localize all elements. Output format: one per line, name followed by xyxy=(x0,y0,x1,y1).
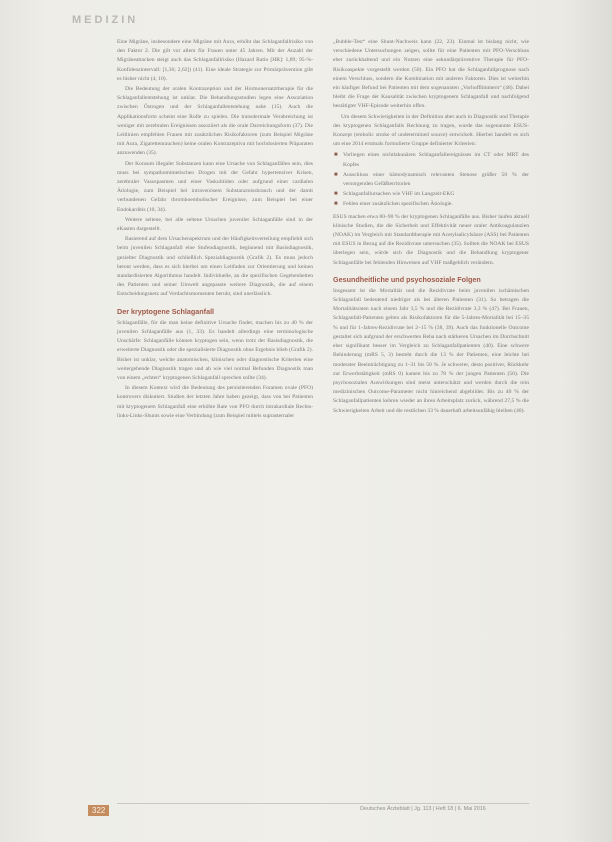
paragraph: Eine Migräne, insbesondere eine Migräne mit Aura, erhöht das Schlaganfallrisiko von den Faktor 2. Die gilt vor allem für Frauen unter 45 Jahren. Mit der Anzahl der Migräneattacken steigt auch das Schlaganfallrisiko (Hazard Ratio [HR]: 1,89; 95-%-Konfidenzintervall: [1,36; 2,62]) (41). Eine ideale Strategie zur Primärprävention gibt es bisher nicht (4, 10). xyxy=(117,39,313,82)
section-heading: Gesundheitliche und psychosoziale Folgen xyxy=(333,274,481,284)
list-item: ■ Ausschluss einer hämodynamisch relevanten Stenose größer 50 % der versorgenden Gefäßterritorien xyxy=(334,171,529,188)
paragraph: „Bubble-Test“ eine Shunt-Nachweis kann (22, 23). Einmal ist bislang nicht, wie verschiedene Untersuchungen zeigen, sollte für eine Patienten mit PFO-Verschluss eher zurückhaltend und ein Nutzen eine sekundärpräventive Therapie für PFO-Risikoaspekte vorgestellt werden (50). Ein PFO hat die Schlaganfallprognose nach einem Verschluss, sondern die Kombination mit anderen Faktoren. Dies ist weiterhin ein häufiger Befund bei Patienten mit dem sogenannten „Vorhofflimmern“ (48). Dabei bleibt die Frage der Kausalität zwischen kryptogenem Schlaganfall und nachfolgend bestätigter VHF-Episode weiterhin offen. xyxy=(333,39,529,110)
section-header: MEDIZIN xyxy=(72,14,139,26)
criteria-list xyxy=(333,151,529,209)
bullet-icon: ■ xyxy=(334,201,338,208)
page-number: 322 xyxy=(88,805,109,816)
bullet-icon: ■ xyxy=(334,171,338,178)
left-column xyxy=(117,38,313,422)
paragraph: Die Bedeutung der oralen Kontrazeption und der Hormonersatztherapie für die Schlaganfallentstehung ist unklar. Die Behandlungsstudien legen eine Assoziation zwischen Östrogen und der Schlaganfallentstehung nahe (15). Auch die Applikationsform scheint eine Rolle zu spielen. Die transdermale Verabreichung ist weniger mit zerebralen Ereignissen assoziiert als die orale Darreichungsform (37). Die Leitlinien empfehlen Frauen mit zusätzlichen Risikofaktoren (zum Beispiel Migräne mit Aura, Zigarettenrauchen) keine oralen Kontrazeptiva mit hochdosierten Präparaten anzuwenden (35). xyxy=(117,86,313,157)
list-item: ■ Fehlen einer zusätzlichen spezifischen Ätiologie. xyxy=(333,200,529,209)
paragraph: Schlaganfälle, für die man keine definitive Ursache findet, machen bis zu 40 % der juvenilen Schlaganfälle aus (1, 33). Es handelt allerdings eine terminologische Unschärfe: Schlaganfälle können kryptogen sein, wenn trotz der Basisdiagnostik, die erweiterte Diagnostik oder die spezialisierte Diagnostik ohne Ergebnis blieb (Grafik 2). Bisher ist unklar, welche anatomischen, klinischen oder diagnostische Kriterien eine weitergehende Diagnostik tragen und ab wie viel normal Befunden Diagnostik man von einem „echten“ kryptogenen Schlaganfall sprechen sollte (34). xyxy=(117,319,313,381)
section-heading: Der kryptogene Schlaganfall xyxy=(117,306,215,316)
paragraph: Der Konsum illegaler Substanzen kann eine Ursache von Schlaganfällen sein, dies muss bei sympathomimetischen Drogen mit der Gefahr hypertensiver Krisen, zerebraler Vasospasmen und einer Vaskulitiden oder aufgrund einer cardialen Ätiologie, zum Beispiel bei intravenösem Substanzmissbrauch und der damit verbundenen Gefahr thromboembolischer Ereignisse, zum Beispiel bei einer Endokarditis (10, 34). xyxy=(117,160,313,213)
paragraph: In diesem Kontext wird die Bedeutung des persistierenden Foramen ovale (PFO) kontrovers diskutiert. Studien der letzten Jahre haben gezeigt, dass von bei Patienten mit kryptogenem Schlaganfall eine erhöhte Rate von PFO durch intrakardiale Rechts-links-Links-Shunts sowie eine Verbindung (zum Beispiel mittels suprasternaler xyxy=(117,385,313,419)
paragraph: Basierend auf dem Ursachenspektrum und der Häufigkeitsverteilung empfiehlt sich beim juvenilen Schlaganfall eine Stufendiagnostik, beginnend mit Basisdiagnostik, gezielter Diagnostik und schließlich Spezialdiagnostik (Grafik 2). Es muss jedoch betont werden, dass es sich hierbei um einen Leitfaden zur Orientierung und keinen standardisierten Algorithmus handelt. Individuelle, an die spezifischen Gegebenheiten des Patienten und seiner Umwelt angepasste weitere Diagnostik, die auf einem Entscheidungsnetz auf Verdachtsmomenten beruht, sind unerlässlich. xyxy=(117,236,313,298)
bullet-icon: ■ xyxy=(334,191,338,198)
paragraph: ESUS machen etwa 80–90 % der kryptogenen Schlaganfälle aus. Bisher laufen aktuell klinische Studien, die die Sicherheit und Effektivität neuer oraler Antikoagulanzien (NOAK) im Vergleich mit Standardtherapie mit Acetylsalicylsäure (ASS) bei Patienten mit ESUS in Bezug auf die Rezidivrate untersuchen (35). Sollten die NOAK bei ESUS überlegen sein, würde sich die Diagnostik und die Behandlung kryptogener Schlaganfälle bei fehlenden Hinweisen auf VHF maßgeblich verändern. xyxy=(333,213,529,266)
bullet-icon: ■ xyxy=(334,152,338,159)
paragraph: Weitere seltene, bei alle seltene Ursachen juveniler Schlaganfälle sind in der eKasten dargestellt. xyxy=(117,216,313,233)
right-column xyxy=(333,38,529,417)
paragraph: Um diesem Schwierigkeiten in der Definition aber auch in Diagnostik und Therapie des kryptogenen Schlaganfalls Rechnung zu tragen, wurde das sogenannte ESUS-Konzept (embolic stroke of undetermined source) entwickelt. Hierbei handelt es sich um eine 2014 erstmals formulierte Gruppe definierter Kriterien: xyxy=(333,113,529,148)
paragraph: Insgesamt ist die Mortalität und die Rezidivrate beim juvenilen ischämischen Schlaganfall bedeutend niedriger als bei älteren Patienten (31). So betragen die Mortalitätsraten nach einem Jahr 3,5 % und die Rezidivrate 3,3 % (47). Bei Frauen, Schlaganfall-Patienten gelten als Risikofaktoren für die 5-Jahres-Mortalität bei 15–35 % und für 1-Jahres-Rezidivrate bei 2–15 % (38, 39). Auch das funktionelle Outcome gestaltet sich aufgrund der erschwerten Reha nach stärkeren Ursachen im Durchschnitt eher signifikant besser im Vergleich zu Schlaganfallpatienten (40). Eine schwere Behinderung (mRS 5, 3) besteht durch die 13 % der Patienten, eine leichte bei moderater Beeinträchtigung zu 1–31 bis 50 %. Je schwerer, desto positiver, Rückkehr zur Erwerbstätigkeit (mRS 0) kamen bis zu 78 % der jungen Patienten (50). Die psychosozialen Auswirkungen sind meist unterschätzt und werden durch die rein medizinischen Outcome-Parameter nicht hinreichend abgebildet. Bis zu 40 % der Schlaganfallpatienten kehren wieder an ihren Arbeitsplatz zurück, während 27,5 % die Schwierigkeiten Arbeit und die restlichen 33 % dauerhaft arbeitsunfähig bleiben (40). xyxy=(333,287,529,414)
footer-divider xyxy=(117,803,529,804)
list-item: ■ Vorliegen eines nichtlakunären Schlaganfallereignisses im CT oder MRT des Kopfes xyxy=(334,152,529,168)
list-item: ■ Schlaganfallursachen wie VHF im Langzeit-EKG xyxy=(333,190,529,199)
journal-citation: Deutsches Ärzteblatt | Jg. 113 | Heft 18 | 6. Mai 2016 xyxy=(360,806,486,812)
